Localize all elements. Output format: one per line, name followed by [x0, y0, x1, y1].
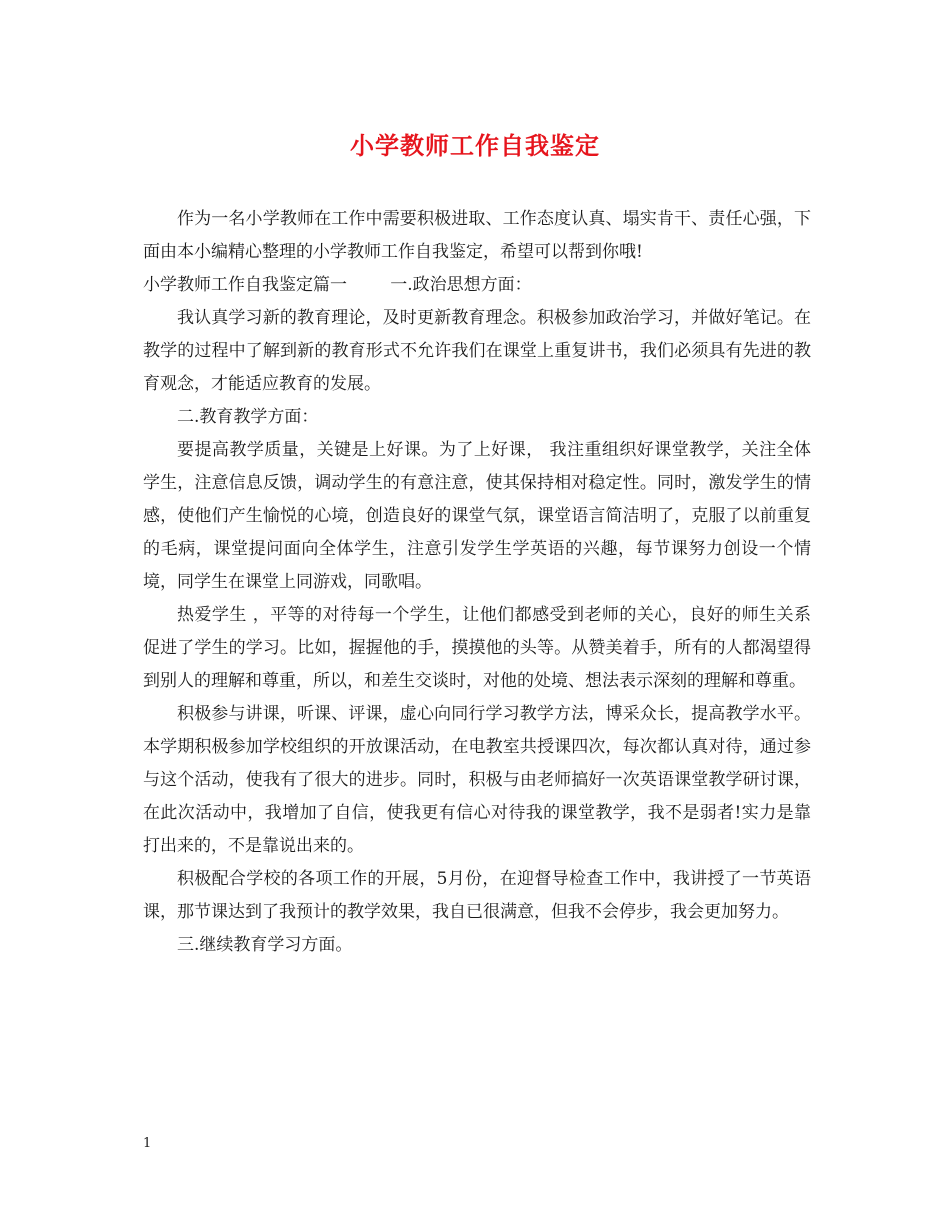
heading-teaching: 二.教育教学方面：: [177, 407, 319, 427]
paragraph-lecture-participation: 积极参与讲课，听课、评课，虚心向同行学习教学方法，博采众长，提高教学水平。本学期积极参加学校组织的开放课活动，在电教室共授课四次，每次都认真对待，通过参与这个活动，使我有了很大的进步。同时，积极与由老师搞好一次英语课堂教学研讨课，在此次活动中，我增加了自信，使我更有信心对待我的课堂教学，我不是弱者!实力是靠打出来的，不是靠说出来的。: [143, 704, 811, 856]
paragraph-school-cooperation: 积极配合学校的各项工作的开展，5月份，在迎督导检查工作中，我讲授了一节英语课，那节课达到了我预计的教学效果，我自已很满意，但我不会停步，我会更加努力。: [143, 869, 811, 922]
heading-continuing-education: 三.继续教育学习方面。: [177, 935, 353, 955]
paragraph-teaching-quality: 要提高教学质量，关键是上好课。为了上好课， 我注重组织好课堂教学，关注全体学生，注意信息反馈，调动学生的有意注意，使其保持相对稳定性。同时，激发学生的情感，使他们产生愉悦的心境，创造良好的课堂气氛，课堂语言简洁明了，克服了以前重复的毛病，课堂提问面向全体学生，注意引发学生学英语的兴趣，每节课努力创设一个情境，同学生在课堂上同游戏，同歌唱。: [143, 440, 811, 592]
document-title: 小学教师工作自我鉴定: [350, 131, 600, 160]
section-heading: 小学教师工作自我鉴定篇一 一.政治思想方面：: [143, 275, 532, 295]
document-body: [143, 203, 811, 962]
page-number: 1: [143, 1136, 152, 1151]
paragraph-political: 我认真学习新的教育理论，及时更新教育理念。积极参加政治学习，并做好笔记。在教学的过程中了解到新的教育形式不允许我们在课堂上重复讲书，我们必须具有先进的教育观念，才能适应教育的发展。: [143, 308, 811, 394]
paragraph-love-students: 热爱学生 ，平等的对待每一个学生，让他们都感受到老师的关心，良好的师生关系促进了学生的学习。比如，握握他的手，摸摸他的头等。从赞美着手，所有的人都渴望得到别人的理解和尊重，所以，和差生交谈时，对他的处境、想法表示深刻的理解和尊重。: [143, 605, 811, 691]
intro-paragraph: 作为一名小学教师在工作中需要积极进取、工作态度认真、塌实肯干、责任心强，下面由本小编精心整理的小学教师工作自我鉴定，希望可以帮到你哦!: [143, 209, 811, 262]
